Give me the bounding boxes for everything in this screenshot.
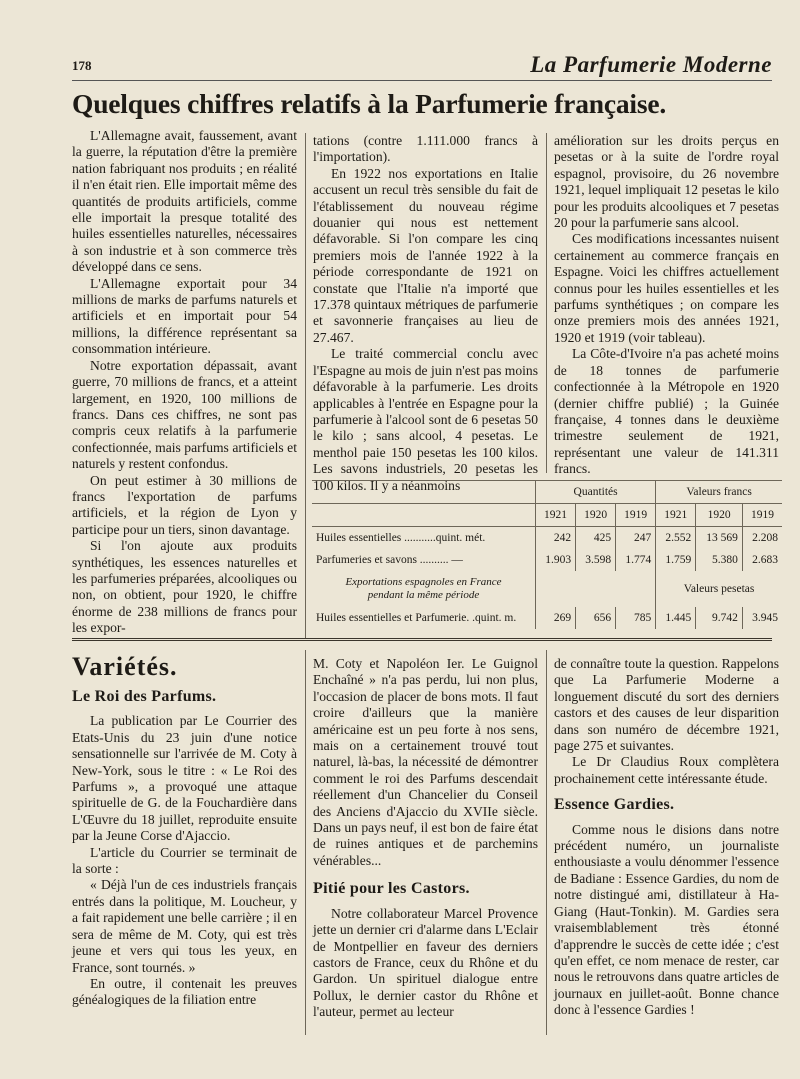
masthead-rule (72, 80, 772, 81)
varietes-column-3 (554, 656, 779, 1019)
table-cell: 425 (576, 527, 616, 550)
article-column-1 (72, 128, 297, 637)
table-cell: 9.742 (696, 607, 743, 629)
table-year-header: 1920 (576, 504, 616, 527)
table-year-header: 1920 (696, 504, 743, 527)
table-row-label: Parfumeries et savons .......... — (316, 554, 463, 566)
article-column-3 (554, 133, 779, 478)
paragraph: En 1922 nos exportations en Italie accusent un recul très sensible du fait de l'établissement du nouveau régime douanier qui nous est nettement défavorable. Si l'on compare les cinq premiers mois de l'année 1922 à la période correspondante de 1921 on constate que l'Italie n'a importé que 17.378 quintaux métriques de parfumerie et savonnerie françaises au lieu de 27.467. (313, 165, 538, 345)
table-row (312, 607, 782, 629)
table-cell: 269 (536, 607, 576, 629)
table-cell: 2.208 (742, 527, 782, 550)
masthead-logo: La Parfumerie Moderne (530, 52, 772, 77)
varietes-column-2 (313, 656, 538, 1021)
trade-table (312, 480, 782, 629)
table-row-label: Huiles essentielles ...........quint. mét. (312, 527, 536, 550)
subsection-heading: Pitié pour les Castors. (313, 880, 470, 898)
table-row (312, 549, 782, 571)
column-divider (305, 650, 306, 1035)
paragraph: L'article du Courrier se terminait de la sorte : (72, 844, 297, 877)
column-divider (546, 133, 547, 473)
table-cell: 1.759 (656, 549, 696, 571)
paragraph: La publication par Le Courrier des Etats-Unis du 23 juin d'une notice sensationnelle sur l'arrivée de M. Coty à New-York, sous le titre : « Le Roi des Parfums », a provoqué une attaque spirituelle de G. de la Fouchardière dans L'Œuvre du 18 juillet, reproduite ensuite par la Jeune Corse d'Ajaccio. (72, 713, 297, 844)
table-year-header: 1919 (742, 504, 782, 527)
page-number: 178 (72, 58, 92, 73)
table-cell: 1.774 (616, 549, 656, 571)
paragraph: La Côte-d'Ivoire n'a pas acheté moins de 18 tonnes de parfumerie confectionnée à la Métropole en 1920 (dernier chiffre publié) ; la Guinée française, 4 tonnes dans le deuxième trimestre seulement de 1921, représentant une valeur de 141.311 francs. (554, 346, 779, 477)
paragraph: Comme nous le disions dans notre précédent numéro, un journaliste enthousiaste a voulu dénommer l'essence de Badiane : Essence Gardies, du nom de notre distingué ami, distillateur à Ha-Giang (Haut-Tonkin). M. Gardies sera vraisemblablement très étonné d'apprendre le succès de cette idée ; c'est qu'en effet, ce nom menace de rester, car nous le retrouvons dans quatre articles de journaux en juillet-août. Bonne chance donc à l'essence Gardies ! (554, 821, 779, 1018)
table-cell: 3.598 (576, 549, 616, 571)
paragraph: Notre exportation dépassait, avant guerre, 70 millions de francs, et a atteint largement, en 1920, 100 millions de francs. Dans ces chiffres, ne sont pas compris ceux relatifs à la parfumerie confectionnée, mais parfums artificiels et naturels y restent confondus. (72, 357, 297, 472)
subsection-heading: Le Roi des Parfums. (72, 688, 217, 705)
table-group-header: Valeurs francs (656, 481, 782, 504)
table-row-label: Huiles essentielles et Parfumerie. .quint. m. (316, 612, 517, 624)
column-divider (305, 133, 306, 638)
table-cell: 247 (616, 527, 656, 550)
table-cell: 5.380 (696, 549, 743, 571)
table-row (312, 527, 782, 550)
paragraph: Si l'on ajoute aux produits synthétiques, les essences naturelles et les parfumeries préparées, alcooliques ou non, on obtient, pour 1920, le chiffre énorme de 238 millions de francs pour les expor- (72, 538, 297, 636)
paragraph: Le Dr Claudius Roux complètera prochainement cette intéressante étude. (554, 754, 779, 786)
paragraph: En outre, il contenait les preuves généalogiques de la filiation entre (72, 975, 297, 1008)
table-cell: 1.445 (656, 607, 696, 629)
table-cell: 2.552 (656, 527, 696, 550)
table-cell: 13 569 (696, 527, 743, 550)
paragraph: Ces modifications incessantes nuisent certainement au commerce français en Espagne. Voici les chiffres actuellement connus pour les huiles essentielles et les parfums synthétiques ; on compare les onze premiers mois des années 1921, 1920 et 1919 (voir tableau). (554, 231, 779, 345)
table-cell: 656 (576, 607, 616, 629)
section-title: Variétés. (72, 652, 178, 681)
column-divider (546, 650, 547, 1035)
paragraph: On peut estimer à 30 millions de francs l'exportation de parfums artificiels, et la région de Lyon y participe pour un tiers, sinon davantage. (72, 472, 297, 537)
table-section-label: Exportations espagnoles en France pendant la même période (345, 576, 502, 601)
paragraph: de connaître toute la question. Rappelons que La Parfumerie Moderne a longuement discuté du sort des derniers castors et des causes de leur disparition dans son numéro de décembre 1921, page 275 et suivantes. (554, 656, 779, 754)
table-cell: 1.903 (536, 549, 576, 571)
paragraph: L'Allemagne exportait pour 34 millions de marks de parfums naturels et artificiels et en importait pour 54 millions, la différence représentant sa consommation intérieure. (72, 275, 297, 357)
paragraph: L'Allemagne avait, faussement, avant la guerre, la réputation d'être la première nation fabriquant nos produits ; en réalité il n'en était rien. Elle importait même des quantités de produits artificiels, comme elle importait la presque totalité des huiles essentielles naturelles, nécessaires à son industrie et à son commerce très développé dans ce sens. (72, 128, 297, 275)
table-cell: 2.683 (742, 549, 782, 571)
paragraph: « Déjà l'un de ces industriels français entrés dans la politique, M. Loucheur, y a fait rapidement une belle carrière ; il en sera de même de M. Coty, qui est très jeune et vers qui tous les yeux, en France, sont tournés. » (72, 877, 297, 975)
table-cell: 3.945 (742, 607, 782, 629)
table-cell: 785 (616, 607, 656, 629)
table-year-header: 1919 (616, 504, 656, 527)
varietes-column-1 (72, 689, 297, 1009)
table-group-header: Valeurs pesetas (656, 571, 782, 607)
table-cell: 242 (536, 527, 576, 550)
paragraph: amélioration sur les droits perçus en pesetas or à la suite de l'ordre royal espagnol, provisoire, du 26 novembre 1921, lequel impliquait 12 pesetas le kilo pour les produits alcooliques et 7 pesetas 20 pour la parfumerie sans alcool. (554, 133, 779, 231)
section-divider (72, 638, 772, 641)
table-section-row (312, 571, 782, 607)
paragraph: Le traité commercial conclu avec l'Espagne au mois de juin n'est pas moins défavorable à la parfumerie. Les droits applicables à l'entrée en Espagne pour la parfumerie à l'alcool sont de 6 pesetas 50 le kilo ; sans alcool, 4 pesetas. Le menthol paie 150 pesetas les 100 kilos. Les savons industriels, 20 pesetas les 100 kilos. Il y a néanmoins (313, 346, 539, 493)
paragraph: tations (contre 1.111.000 francs à l'importation). (313, 133, 538, 165)
table-group-header: Quantités (536, 481, 656, 504)
article-column-2 (313, 133, 538, 494)
table-year-header: 1921 (656, 504, 696, 527)
subsection-heading: Essence Gardies. (554, 796, 675, 814)
table-year-header: 1921 (536, 504, 576, 527)
article-title: Quelques chiffres relatifs à la Parfumerie française. (72, 88, 667, 119)
paragraph: Notre collaborateur Marcel Provence jette un dernier cri d'alarme dans L'Eclair de Montpellier en faveur des derniers castors de France, ceux du Rhône et du Gardon. Un spirituel dialogue entre Pollux, le dernier castor du Rhône et l'auteur, permet au lecteur (313, 905, 538, 1020)
paragraph: M. Coty et Napoléon Ier. Le Guignol Enchaîné » n'a pas perdu, lui non plus, l'occasion de placer de bons mots. Il faut croire d'ailleurs que la manière américaine est un peu forte à nos sens, mais on a certainement trouvé tout naturel, là-bas, la nécessité de démontrer comment le roi des Parfums descendait réellement d'un Chancelier du Conseil des Anciens d'Ajaccio du XVIIe siècle. Dans un pays neuf, il est bon de faire état de ruines antiques et de parchemins vénérables... (313, 656, 538, 868)
